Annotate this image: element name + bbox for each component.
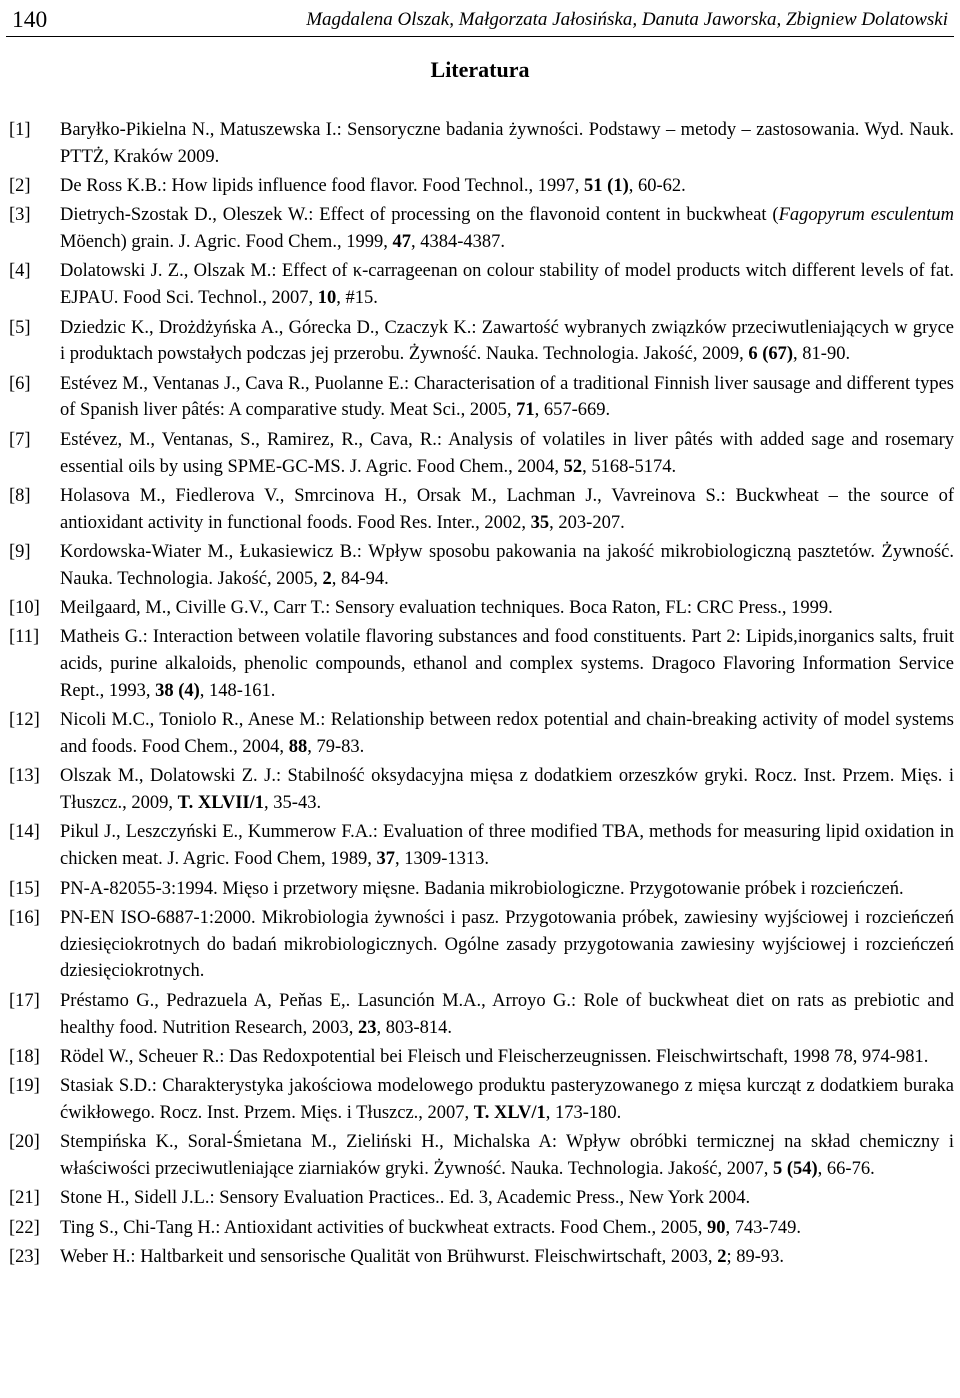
reference-text bbox=[60, 822, 954, 869]
reference-text-segment: , 5168-5174. bbox=[582, 456, 677, 477]
reference-volume: 6 (67) bbox=[748, 344, 794, 365]
reference-text-segment: Dziedzic K., Drożdżyńska A., Górecka D., Czaczyk K.: Zawartość wybranych związków przeciwutleniających w gryce i produktach powstałych podczas jej przerobu. Żywność. Nauka. Technologia. Jakość, 2009, bbox=[60, 317, 954, 365]
reference-text-segment: , 35-43. bbox=[264, 793, 322, 814]
reference-text-segment: , 1309-1313. bbox=[395, 849, 490, 870]
reference-text bbox=[60, 1076, 954, 1123]
reference-text bbox=[60, 879, 904, 899]
reference-item bbox=[0, 1044, 960, 1071]
reference-text bbox=[60, 318, 954, 365]
reference-item bbox=[0, 202, 960, 256]
reference-number: [1] bbox=[9, 120, 31, 140]
reference-number: [20] bbox=[9, 1132, 40, 1153]
reference-volume: 5 (54) bbox=[772, 1158, 818, 1179]
reference-item bbox=[0, 1185, 960, 1212]
reference-text bbox=[60, 991, 954, 1038]
reference-item bbox=[0, 1129, 960, 1183]
reference-number: [13] bbox=[9, 766, 40, 787]
reference-number: [6] bbox=[9, 373, 31, 394]
reference-volume: 52 bbox=[563, 456, 583, 477]
reference-number: [15] bbox=[9, 878, 40, 899]
reference-text-segment: Stone H., Sidell J.L.: Sensory Evaluation Practices.. Ed. 3, Academic Press., New York 2004. bbox=[60, 1188, 751, 1209]
reference-text-segment: Stempińska K., Soral-Śmietana M., Zieliński H., Michalska A: Wpływ obróbki termicznej na skład chemiczny i właściwości przeciwutleniające ziarniaków gryki. Żywność. Nauka. Technologia. Jakość, 2007, bbox=[60, 1132, 954, 1179]
reference-item bbox=[0, 371, 960, 425]
section-title: Literatura bbox=[430, 57, 530, 82]
reference-volume: 10 bbox=[317, 288, 337, 309]
reference-text-segment: , 81-90. bbox=[793, 344, 851, 365]
running-head-authors: Magdalena Olszak, Małgorzata Jałosińska, Danuta Jaworska, Zbigniew Dolatowski bbox=[306, 9, 948, 30]
reference-number: [11] bbox=[9, 627, 40, 648]
reference-number: [17] bbox=[9, 990, 40, 1011]
reference-text bbox=[60, 1132, 954, 1179]
reference-text-segment: PN-EN ISO-6887-1:2000. Mikrobiologia żywności i pasz. Przygotowania próbek, zawiesiny wyjściowej i rozcieńczeń dziesięciokrotnych do badań mikrobiologicznych. Ogólne zasady przygotowania zawiesiny wyjściowej i rozcieńczeń dziesięciokrotnych. bbox=[60, 907, 954, 982]
reference-number: [18] bbox=[9, 1046, 40, 1067]
reference-text-segment: Meilgaard, M., Civille G.V., Carr T.: Sensory evaluation techniques. Boca Raton, FL: CRC Press., 1999. bbox=[60, 598, 833, 619]
reference-text-segment: Matheis G.: Interaction between volatile flavoring substances and food constituents. Part 2: Lipids,inorganics salts, fruit acids, purine alkaloids, phenolic compounds, ethanol and complex systems. Dragoco Flavoring Information Service Rept., 1993, bbox=[60, 627, 954, 701]
reference-text-segment: , 803-814. bbox=[376, 1017, 453, 1038]
reference-text-segment: , 203-207. bbox=[549, 512, 625, 533]
reference-text-segment: Estévez, M., Ventanas, S., Ramirez, R., Cava, R.: Analysis of volatiles in liver pâtés with added sage and rosemary essential oils by using SPME-GC-MS. J. Agric. Food Chem., 2004, bbox=[60, 429, 954, 477]
reference-item bbox=[0, 427, 960, 481]
reference-volume: 37 bbox=[376, 849, 396, 870]
reference-volume: 35 bbox=[530, 512, 550, 533]
reference-text-segment: , #15. bbox=[336, 288, 378, 309]
reference-text-segment: Rödel W., Scheuer R.: Das Redoxpotential bei Fleisch und Fleischerzeugnissen. Fleischwirtschaft, 1998 78, 974-981. bbox=[60, 1046, 929, 1067]
reference-text bbox=[60, 374, 954, 421]
reference-item bbox=[0, 483, 960, 537]
reference-text-segment: , 148-161. bbox=[199, 680, 276, 701]
reference-text bbox=[60, 710, 954, 757]
reference-number: [16] bbox=[9, 907, 40, 928]
reference-number: [12] bbox=[9, 710, 40, 731]
reference-text bbox=[60, 205, 954, 252]
reference-text-segment: Baryłko-Pikielna N., Matuszewska I.: Sensoryczne badania żywności. Podstawy – metody – zastosowania. Wyd. Nauk. PTTŻ, Kraków 2009. bbox=[60, 120, 954, 167]
reference-number: [23] bbox=[9, 1246, 40, 1267]
reference-volume: 47 bbox=[392, 232, 411, 253]
reference-item bbox=[0, 819, 960, 873]
reference-item bbox=[0, 763, 960, 817]
reference-item bbox=[0, 1073, 960, 1127]
reference-text-segment: Weber H.: Haltbarkeit und sensorische Qualität von Brühwurst. Fleischwirtschaft, 2003, bbox=[60, 1246, 718, 1267]
reference-item bbox=[0, 173, 960, 200]
reference-text-segment: Stasiak S.D.: Charakterystyka jakościowa modelowego produktu pasteryzowanego z mięsa kurcząt z dodatkiem buraka ćwikłowego. Rocz. Inst. Przem. Mięs. i Tłuszcz., 2007, bbox=[60, 1076, 954, 1123]
reference-text bbox=[60, 261, 954, 308]
reference-text-segment: Estévez M., Ventanas J., Cava R., Puolanne E.: Characterisation of a traditional Finnish liver sausage and different types of Spanish liver pâtés: A comparative study. Meat Sci., 2005, bbox=[60, 373, 954, 421]
reference-volume: 2 bbox=[322, 568, 332, 589]
reference-text-segment: Nicoli M.C., Toniolo R., Anese M.: Relationship between redox potential and chain-breaking activity of model systems and foods. Food Chem., 2004, bbox=[60, 710, 954, 758]
reference-item bbox=[0, 624, 960, 704]
reference-text-segment: Olszak M., Dolatowski Z. J.: Stabilność oksydacyjna mięsa z dodatkiem orzeszków gryki. Rocz. Inst. Przem. Mięs. i Tłuszcz., 2009, bbox=[60, 766, 954, 814]
reference-number: [9] bbox=[9, 541, 31, 562]
reference-text bbox=[60, 176, 686, 196]
reference-text-segment: Kordowska-Wiater M., Łukasiewicz B.: Wpływ sposobu pakowania na jakość mikrobiologiczną pasztetów. Żywność. Nauka. Technologia. Jakość, 2005, bbox=[60, 541, 954, 589]
reference-item bbox=[0, 315, 960, 369]
reference-item bbox=[0, 905, 960, 985]
reference-volume: T. XLVII/1 bbox=[177, 793, 265, 814]
reference-text-segment: , 84-94. bbox=[331, 568, 389, 589]
reference-volume: 23 bbox=[358, 1017, 377, 1038]
reference-text bbox=[60, 908, 954, 982]
reference-text bbox=[60, 1188, 750, 1208]
reference-list bbox=[0, 117, 960, 1273]
reference-item bbox=[0, 988, 960, 1042]
reference-text-segment: , 743-749. bbox=[725, 1217, 802, 1238]
reference-text bbox=[60, 486, 954, 533]
reference-item bbox=[0, 707, 960, 761]
reference-number: [5] bbox=[9, 317, 31, 338]
reference-item bbox=[0, 539, 960, 593]
reference-text-segment: Dolatowski J. Z., Olszak M.: Effect of κ-carrageenan on colour stability of model products witch different levels of fat. EJPAU. Food Sci. Technol., 2007, bbox=[60, 261, 954, 309]
reference-text bbox=[60, 627, 954, 701]
reference-number: [8] bbox=[9, 485, 31, 506]
reference-text-segment: , 173-180. bbox=[545, 1102, 622, 1123]
reference-volume: 2 bbox=[717, 1246, 727, 1267]
reference-item bbox=[0, 117, 960, 171]
reference-text bbox=[60, 120, 954, 167]
reference-item bbox=[0, 595, 960, 622]
reference-text-segment: , 4384-4387. bbox=[410, 232, 505, 253]
reference-text-segment: Pikul J., Leszczyński E., Kummerow F.A.: Evaluation of three modified TBA, methods for measuring lipid oxidation in chicken meat. J. Agric. Food Chem, 1989, bbox=[60, 822, 954, 870]
reference-text-segment: ; 89-93. bbox=[726, 1246, 784, 1267]
reference-number: [14] bbox=[9, 822, 40, 843]
reference-number: [4] bbox=[9, 261, 31, 282]
reference-text bbox=[60, 766, 954, 813]
reference-item bbox=[0, 1215, 960, 1242]
reference-number: [2] bbox=[9, 176, 31, 197]
reference-text-segment: Préstamo G., Pedrazuela A, Peňas E,. Lasunción M.A., Arroyo G.: Role of buckwheat diet on rats as prebiotic and healthy food. Nutrition Research, 2003, bbox=[60, 990, 954, 1038]
reference-volume: 88 bbox=[288, 737, 308, 758]
reference-item bbox=[0, 1244, 960, 1271]
reference-text-segment: Ting S., Chi-Tang H.: Antioxidant activities of buckwheat extracts. Food Chem., 2005, bbox=[60, 1217, 708, 1238]
reference-volume: 51 (1) bbox=[584, 176, 629, 197]
reference-volume: 90 bbox=[707, 1217, 726, 1238]
page-number: 140 bbox=[12, 7, 48, 33]
reference-number: [10] bbox=[9, 598, 40, 619]
reference-volume: 71 bbox=[516, 400, 535, 421]
reference-text-segment: , 79-83. bbox=[307, 737, 365, 758]
reference-volume: 38 (4) bbox=[155, 680, 200, 701]
reference-text-segment: PN-A-82055-3:1994. Mięso i przetwory mięsne. Badania mikrobiologiczne. Przygotowanie próbek i rozcieńczeń. bbox=[60, 878, 904, 899]
reference-text-segment: Möench) grain. J. Agric. Food Chem., 1999, bbox=[60, 232, 393, 253]
reference-text bbox=[60, 542, 954, 589]
page-header bbox=[6, 2, 954, 37]
reference-text bbox=[60, 1047, 928, 1067]
reference-number: [21] bbox=[9, 1188, 40, 1209]
reference-item bbox=[0, 876, 960, 903]
reference-text-segment: , 66-76. bbox=[817, 1158, 875, 1179]
reference-text bbox=[60, 598, 833, 618]
reference-text bbox=[60, 1218, 801, 1238]
reference-text-segment: Dietrych-Szostak D., Oleszek W.: Effect of processing on the flavonoid content in buckwheat ( bbox=[60, 205, 779, 226]
reference-text-segment: De Ross K.B.: How lipids influence food flavor. Food Technol., 1997, bbox=[60, 176, 585, 197]
reference-volume: T. XLV/1 bbox=[473, 1102, 546, 1123]
reference-text-segment: , 657-669. bbox=[534, 400, 611, 421]
reference-italic-term: Fagopyrum esculentum bbox=[778, 205, 955, 226]
reference-number: [7] bbox=[9, 429, 31, 450]
reference-number: [22] bbox=[9, 1217, 40, 1238]
reference-number: [3] bbox=[9, 205, 31, 226]
reference-number: [19] bbox=[9, 1076, 40, 1097]
reference-text bbox=[60, 1247, 784, 1267]
reference-text bbox=[60, 430, 954, 477]
reference-text-segment: Holasova M., Fiedlerova V., Smrcinova H., Orsak M., Lachman J., Vavreinova S.: Buckwheat – the source of antioxidant activity in functional foods. Food Res. Inter., 2002, bbox=[60, 485, 954, 533]
reference-text-segment: , 60-62. bbox=[628, 176, 686, 197]
reference-item bbox=[0, 258, 960, 312]
